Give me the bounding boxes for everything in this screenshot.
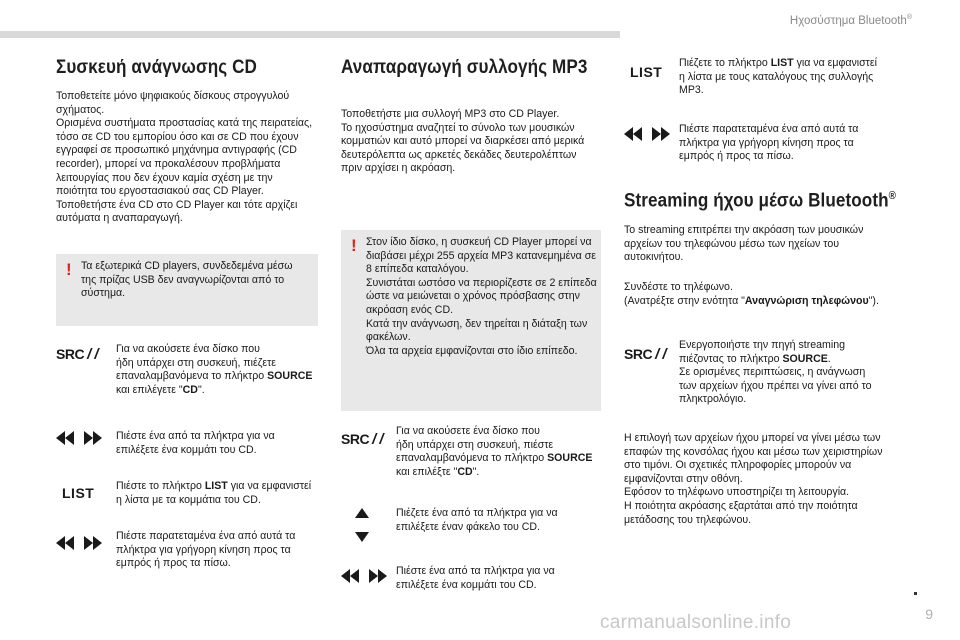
mp3-list-row — [624, 58, 904, 100]
cd-warning-note — [56, 254, 318, 326]
mp3-track-text: Πιέστε ένα από τα πλήκτρα για να επιλέξετε ένα κομμάτι του CD. — [396, 565, 555, 591]
text-line: Εφόσον το τηλέφωνο υποστηρίζει τη λειτουργία. — [624, 486, 850, 499]
text-line: Όλα τα αρχεία εμφανίζονται στο ίδιο επίπεδο. — [366, 344, 578, 357]
text-line: Συνιστάται ωστόσο να περιορίζεστε σε 2 επίπεδα — [366, 276, 597, 289]
heading-mp3: Αναπαραγωγή συλλογής MP3 — [341, 57, 588, 78]
mp3-source-row — [341, 425, 603, 488]
text-line: ακρόαση ενός CD. — [366, 303, 454, 316]
cd-intro-text — [56, 90, 326, 226]
text-line: recorder), μπορεί να προκαλέσουν προβλήματα — [56, 157, 281, 170]
text-line: διαβάσει μέχρι 255 αρχεία MP3 κατανεμημένα σε — [366, 249, 596, 262]
warning-icon: ! — [66, 260, 72, 279]
mp3-warning-text — [366, 236, 597, 358]
mp3-intro-text — [341, 108, 603, 176]
text-line: σύστημα. — [81, 287, 126, 300]
text-line: Κατά την ανάγνωση, δεν τηρείται η διάταξη των — [366, 317, 588, 330]
text-line: Τοποθετήστε ένα CD στο CD Player και τότε αρχίζει — [56, 198, 298, 211]
text-line: 8 επίπεδα καταλόγου. — [366, 263, 469, 276]
text-line: της πρίζας USB δεν αναγνωρίζονται από το — [81, 273, 285, 286]
prev-next-arrows-icon — [56, 431, 102, 448]
heading-cd-player: Συσκευή ανάγνωσης CD — [56, 57, 258, 78]
src-button-icon: SRC / / — [56, 346, 99, 363]
mp3-folder-row — [341, 508, 603, 544]
cd-list-row — [56, 482, 326, 512]
page-header: Ηχοσύστημα Bluetooth® — [789, 14, 912, 27]
page-marker — [914, 592, 917, 595]
fast-forward-rewind-icon — [624, 127, 670, 144]
mp3-fast-row — [624, 124, 904, 168]
cd-fast-text: Πιέστε παρατεταμένα ένα από αυτά τα πλήκτρα για γρήγορη κίνηση προς τα εμπρός ή προς τα πίσω. — [116, 530, 296, 570]
bluetooth-connect-text: Συνδέστε το τηλέφωνο. (Ανατρέξτε στην ενότητα "Αναγνώριση τηλεφώνου"). — [624, 281, 879, 307]
text-line: Στον ίδιο δίσκο, η συσκευή CD Player μπορεί να — [366, 236, 592, 248]
mp3-track-row — [341, 566, 603, 596]
bluetooth-source-row — [624, 340, 904, 410]
text-line: τόσο σε CD του εμπορίου όσο και σε CD που έχουν — [56, 130, 299, 143]
mp3-warning-note — [341, 230, 601, 411]
text-line: Τα εξωτερικά CD players, συνδεδεμένα μέσω — [81, 260, 293, 272]
text-line: πριν αρχίσει η ακρόαση. — [341, 162, 456, 175]
cd-source-row — [56, 343, 326, 406]
text-line: Το streaming επιτρέπει την ακρόαση των μουσικών — [624, 224, 864, 236]
mp3-list-text: Πιέζετε το πλήκτρο LIST για να εμφανιστεί η λίστα με τους καταλόγους της συλλογής MP3. — [679, 57, 877, 97]
header-rule — [0, 31, 620, 38]
text-line: αυτοκινήτου. — [624, 251, 684, 264]
text-line: αρχείων του τηλεφώνου μέσω των ηχείων του — [624, 237, 840, 250]
prev-next-arrows-icon — [341, 569, 387, 586]
warning-icon: ! — [351, 236, 357, 255]
text-line: μετάδοσης του τηλεφώνου. — [624, 513, 752, 526]
watermark: carmanualsonline.info — [600, 612, 792, 633]
bluetooth-source-text: Ενεργοποιήστε την πηγή streaming πιέζοντας το πλήκτρο SOURCE. Σε ορισμένες περιπτώσεις, η ανάγνωση των αρχείων ήχου πρέπει να γίνει από το πληκτρολόγιο. — [679, 339, 872, 406]
text-line: στο τιμόνι. Οι σχετικές πληροφορίες μπορούν να — [624, 459, 852, 472]
cd-track-row — [56, 431, 326, 461]
text-line: δευτερόλεπτα ως αρκετές δεκάδες δευτερολέπτων — [341, 148, 577, 161]
fast-forward-rewind-icon — [56, 536, 102, 553]
text-line: Ορισμένα συστήματα προστασίας κατά της πειρατείας, — [56, 117, 313, 130]
list-button-icon: LIST — [62, 485, 95, 501]
text-line: σχήματος. — [56, 103, 105, 116]
text-line: εγγραφεί σε προσωπικό μηχάνημα αντιγραφής (CD — [56, 144, 297, 157]
text-line: Η ποιότητα ακρόασης εξαρτάται από την ποιότητα — [624, 499, 858, 512]
cd-track-text: Πιέστε ένα από τα πλήκτρα για να επιλέξετε ένα κομμάτι του CD. — [116, 430, 275, 456]
up-down-arrows-icon — [355, 508, 369, 547]
text-line: ποιότητα του εργοστασιακού σας CD Player. — [56, 185, 264, 198]
text-line: Τοποθετήστε μια συλλογή MP3 στο CD Player. — [341, 108, 560, 120]
text-line: επαφών της κονσόλας ήχου και μέσω των χειριστηρίων — [624, 445, 883, 458]
heading-bluetooth-streaming: Streaming ήχου μέσω Bluetooth® — [624, 190, 897, 212]
mp3-source-text: Για να ακούσετε ένα δίσκο που ήδη υπάρχει στη συσκευή, πιέστε επαναλαμβανόμενα το πλήκτρο SOURCE και επιλέξτε "CD". — [396, 425, 593, 478]
cd-warning-text — [81, 260, 292, 301]
list-button-icon: LIST — [630, 64, 663, 80]
src-button-icon: SRC / / — [341, 431, 384, 448]
mp3-fast-text: Πιέστε παρατεταμένα ένα από αυτά τα πλήκτρα για γρήγορη κίνηση προς τα εμπρός ή προς τα πίσω. — [679, 123, 859, 163]
text-line: Το ηχοσύστημα αναζητεί το σύνολο των μουσικών — [341, 121, 575, 134]
cd-source-text: Για να ακούσετε ένα δίσκο που ήδη υπάρχει στη συσκευή, πιέζετε επαναλαμβανόμενα το πλήκτρο SOURCE και επιλέγετε "CD". — [116, 343, 313, 396]
text-line: Τοποθετείτε μόνο ψηφιακούς δίσκους στρογγυλού — [56, 90, 290, 102]
text-line: λειτουργίας που δεν έχουν καμία σχέση με την — [56, 171, 273, 184]
text-line: ώστε να μειώνεται ο χρόνος πρόσβασης στην — [366, 290, 580, 303]
mp3-folder-text: Πιέζετε ένα από τα πλήκτρα για να επιλέξετε έναν φάκελο του CD. — [396, 507, 558, 533]
cd-fast-row — [56, 531, 326, 575]
text-line: αυτόματα η αναπαραγωγή. — [56, 212, 183, 225]
text-line: φακέλων. — [366, 331, 411, 344]
bluetooth-intro-text — [624, 224, 904, 265]
text-line: Η επιλογή των αρχείων ήχου μπορεί να γίνει μέσω των — [624, 432, 881, 444]
text-line: κομματιών και αυτό μπορεί να διαρκέσει από μερικά — [341, 135, 585, 148]
cd-list-text: Πιέστε το πλήκτρο LIST για να εμφανιστεί η λίστα με τα κομμάτια του CD. — [116, 480, 312, 506]
src-button-icon: SRC / / — [624, 346, 667, 363]
text-line: εμφανίζονται στην οθόνη. — [624, 472, 743, 485]
page-number: 9 — [925, 606, 933, 622]
bluetooth-outro-text — [624, 432, 904, 527]
